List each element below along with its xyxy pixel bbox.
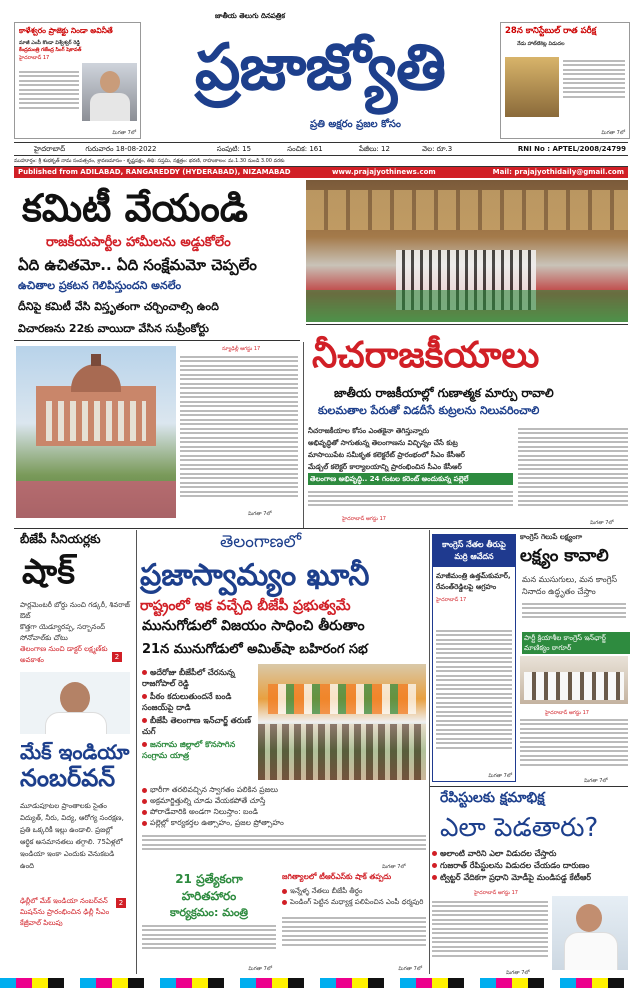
- congress-meeting-photo: [520, 656, 628, 704]
- lead-sub4: విచారణను 22కు వాయిదా వేసిన సుప్రీంకోర్టు: [18, 322, 209, 335]
- democracy-sub2: మునుగోడులో విజయం సాధించి తీరుతాం: [142, 618, 365, 634]
- laxman-photo: [20, 672, 130, 734]
- left-promo-photo: [82, 63, 137, 121]
- publication-bar: [14, 167, 628, 178]
- democracy-bullets: [142, 667, 254, 761]
- remission-dateline: హైదరాబాద్ ఆగస్టు 17: [474, 890, 518, 896]
- right-dateline: హైదరాబాద్‌ ఆగస్టు 17: [342, 516, 386, 522]
- right-promo-sub: నేడు హాల్‌టికెట్ల విడుదల: [517, 41, 565, 47]
- remission-kicker: రేపిస్టులకు క్షమాభిక్ష: [440, 790, 545, 806]
- democracy-bullet-5: భారీగా తరలివచ్చిన స్వాగతం పలికిన ప్రజలు: [150, 785, 278, 794]
- bullet-icon: [142, 670, 147, 675]
- haritha-line3: కార్యక్రమం: మంత్రి: [169, 906, 249, 919]
- remission-bullet-1: అలాంటి వారిని ఎలా విడుదల చేస్తారు: [440, 849, 557, 858]
- congress-box-title: కాంగ్రెస్ నేతల తీరుపై మర్రి ఆవేదన: [433, 535, 515, 567]
- lead-sub1: ఏది ఉచితమో.. ఏది సంక్షేమమో చెప్పలేం: [18, 256, 257, 274]
- rally-photo: [258, 664, 426, 780]
- jagtial-body: [282, 914, 426, 962]
- lead-body-text: [180, 353, 298, 513]
- website-link[interactable]: www.prajajyothinews.com: [332, 168, 436, 176]
- bjp-page-badge[interactable]: 2: [112, 652, 122, 662]
- left-promo-dateline: హైదరాబాద్‌ 17: [19, 55, 50, 61]
- column-rule: [136, 530, 137, 974]
- lakshyam-sub2: నినాదం ఉద్ధృతం చేస్తాం: [522, 587, 596, 596]
- jagtial-bullet-2: పెండింగ్ పెట్టిన మధ్యాక్త పలిపించిన ఎంపీ ధర్మపురి: [290, 898, 424, 906]
- rule: [14, 340, 300, 341]
- lakshyam-quote: పార్టీ క్రియాశీల కాంగ్రెస్ ఇన్‌ఛార్జ్ మాణిక్యం ఠాగూర్: [522, 632, 630, 654]
- jagtial-title: జగిత్యాలలో టీఆర్ఎస్‌కు షాక్ తప్పదు: [282, 872, 392, 881]
- remission-body: [432, 898, 548, 970]
- masthead-left-promo[interactable]: [14, 22, 141, 139]
- dateline-price: వెల: రూ.3: [422, 145, 453, 153]
- democracy-body-text: [142, 832, 426, 862]
- right-body-right: [518, 425, 628, 520]
- right-bullet-1: నీచరాజకీయాల కోసం ఎంతకైనా తెగిస్తున్నారు: [308, 427, 430, 435]
- masthead-tagline: జాతీయ తెలుగు దినపత్రిక: [215, 12, 285, 20]
- congress-box[interactable]: [432, 534, 516, 782]
- democracy-bullet-4: జనగామ జిల్లాలో కొనసాగిన సంగ్రామ యాత్ర: [142, 740, 236, 760]
- bullet-icon: [142, 799, 147, 804]
- bullet-icon: [432, 851, 437, 856]
- bullet-icon: [282, 889, 287, 894]
- right-bullet-4: మేడ్చల్ కలెక్టర్ కార్యాలయాన్ని ప్రారంభించిన సీఎం కేసీఆర్: [308, 463, 462, 471]
- congress-box-footer[interactable]: మిగతా 7లో: [488, 772, 512, 779]
- haritha-body: [142, 922, 276, 962]
- make-india-body: మూడుపూటల ప్రాంతాలకు సైతం విద్యుత్, నీరు, విద్య, ఆరోగ్య సంరక్షణ, ప్రతి ఒక్కరికీ ఇల్లు ఉండాలి. ప్రజల్లో ఆర్థిక అసమానతలు తగ్గాలి. 75ఏళ్లలో ఇండియా ఇంకా ఎందుకు వెనుకబడి ఉంది: [20, 802, 124, 870]
- email-link[interactable]: Mail: prajajyothidaily@gmail.com: [492, 168, 624, 176]
- democracy-bullet-7: పోరాడేవారికి అండగా నిలుస్తాం: బండి: [150, 807, 258, 816]
- published-from: Published from ADILABAD, RANGAREDDY (HYDERABAD), NIZAMABAD: [18, 168, 291, 176]
- democracy-bullet-2: పీఠం కదులుతుందనే బండి సంజయ్‌పై దాడి: [142, 692, 232, 712]
- lakshyam-body: [522, 600, 626, 630]
- bjp-kicker: బీజేపీ సీనియర్లకు: [20, 532, 101, 546]
- color-registration-bar: [0, 978, 640, 988]
- bullet-icon: [142, 718, 147, 723]
- remission-bullet-3: ట్విట్టర్ వేదికగా ప్రధాని మోడీపై మండిపడ్డ కేటీఆర్: [440, 873, 592, 882]
- bjp-body-2: కొత్తగా యెడ్యూరప్ప, సర్బానంద్ సోనోవాల్‌కు చోటు: [20, 623, 106, 642]
- make-india-page-badge[interactable]: 2: [116, 898, 126, 908]
- left-promo-sub1: మాజీ ఎంపీ కొండా విశ్వేశ్వర్ రెడ్డి: [19, 40, 80, 46]
- congress-box-dateline: హైదరాబాద్‌ 17: [436, 597, 467, 603]
- dateline-city: హైదరాబాద్: [34, 145, 66, 153]
- bullet-icon: [142, 810, 147, 815]
- left-promo-title: కాళేశ్వరం ప్రాజెక్టు నిండా అవినీతే: [19, 26, 113, 35]
- haritha-line2: హరితహారం: [181, 889, 237, 903]
- lead-kicker: రాజకీయపార్టీల హామీలను అడ్డుకోలేం: [46, 235, 231, 250]
- lead-sub3: దీనిపై కమిటీ వేసి విస్తృతంగా చర్చించాల్సి ఉంది: [18, 300, 219, 313]
- lakshyam-dateline: హైదరాబాద్ ఆగస్టు 17: [545, 710, 589, 716]
- lakshyam-kicker: కాంగ్రెస్ గెలుపే లక్ష్యంగా: [520, 533, 583, 541]
- right-headline[interactable]: నీచరాజకీయాలు: [312, 335, 540, 376]
- democracy-kicker: తెలంగాణలో: [220, 532, 302, 552]
- left-promo-footer[interactable]: మిగతా 7లో: [112, 129, 136, 136]
- democracy-footer[interactable]: మిగతా 7లో: [382, 864, 406, 870]
- right-sub2: కులమతాల పేరుతో విడదీసే కుట్రలను నిలువరించాలి: [318, 404, 540, 417]
- dateline-rni: RNI No : APTEL/2008/24799: [517, 145, 626, 153]
- bullet-icon: [432, 875, 437, 880]
- right-body-left: [308, 488, 513, 518]
- remission-bullet-2: గుజరాత్ రేపిస్టులను విడుదల చేయడం దారుణం: [440, 861, 590, 870]
- democracy-headline[interactable]: ప్రజాస్వామ్యం ఖూనీ: [140, 558, 370, 593]
- democracy-bullet-1: అదేరోజు బీజేపీలో చేరనున్న రాజగోపాల్ రెడ్డి: [142, 668, 235, 688]
- supreme-court-photo: [16, 346, 176, 518]
- rule: [14, 528, 628, 529]
- masthead-logo[interactable]: ప్రజాజ్యోతి: [194, 31, 446, 105]
- make-india-quote: ఢిల్లీలో మేక్ ఇండియా నంబర్‌వన్ మిషన్‌ను ప్రారంభించిన ఢిల్లీ సీఎం కేజ్రీవాల్ పిలుపు: [20, 897, 110, 927]
- masthead-motto: ప్రతి అక్షరం ప్రజల కోసం: [310, 119, 401, 130]
- column-rule: [429, 530, 430, 974]
- remission-bullets: [432, 848, 628, 884]
- bullet-icon: [142, 821, 147, 826]
- democracy-sub1: రాష్ట్రంలో ఇక వచ్చేది బీజేపీ ప్రభుత్వమే: [140, 598, 351, 614]
- democracy-bullet-8: పల్లెల్లో కార్యకర్తల ఉత్సాహం, ప్రజల ప్రోత్సాహం: [150, 818, 284, 827]
- haritha-box[interactable]: [142, 872, 276, 972]
- democracy-lower-bullets: [142, 784, 426, 828]
- right-promo-footer[interactable]: మిగతా 7లో: [601, 129, 625, 136]
- bullet-icon: [282, 900, 287, 905]
- lead-headline[interactable]: కమిటీ వేయండి: [22, 186, 248, 230]
- right-promo-photo: [505, 57, 559, 117]
- left-promo-text: [19, 68, 79, 123]
- right-promo-title: 28న కానిస్టేబుల్ రాత పరీక్ష: [505, 26, 597, 36]
- lead-dateline: న్యూఢిల్లీ ఆగస్టు 17: [222, 346, 261, 352]
- remission-headline[interactable]: ఎలా పెడతారు?: [440, 813, 599, 843]
- democracy-sub3: 21న మునుగోడులో అమిత్‌షా బహిరంగ సభ: [142, 642, 368, 657]
- bullet-icon: [142, 694, 147, 699]
- bjp-headline[interactable]: షాక్: [22, 552, 76, 592]
- jagtial-footer[interactable]: మిగతా 7లో: [398, 965, 422, 972]
- bullet-icon: [432, 863, 437, 868]
- left-promo-sub2: కేంద్రమంత్రి గజేంద్ర సింగ్ షెకావత్: [19, 46, 82, 53]
- right-promo-text: [563, 57, 625, 117]
- bullet-icon: [142, 742, 147, 747]
- congress-box-text: [436, 627, 512, 767]
- bjp-body-3: తెలంగాణ నుంచి డాక్టర్ లక్ష్మణ్‌కు అవకాశం: [20, 645, 108, 664]
- haritha-footer[interactable]: మిగతా 7లో: [248, 965, 272, 972]
- lead-sub2: ఉచితాల ప్రకటన గెలిపిస్తుందని అనలేం: [18, 279, 182, 292]
- editions-line: ముహూర్తం: శ్రీ శుభకృత్ నామ సంవత్సరం, శ్రావణమాసం - కృష్ణపక్షం, తిథి: సప్తమి, నక్షత్రం: భరణి, రాహుకాలం: మ.1.30 నుండి 3.00 వరకు: [14, 155, 628, 167]
- dateline-volume: సంపుటి: 15: [216, 145, 252, 153]
- right-bullets: [308, 425, 513, 485]
- right-footer[interactable]: మిగతా 7లో: [590, 520, 614, 526]
- make-india-headline1[interactable]: మేక్ ఇండియా: [20, 740, 130, 764]
- lead-footer[interactable]: మిగతా 7లో: [248, 511, 272, 517]
- dateline-bar: [14, 142, 628, 155]
- ktr-photo: [552, 896, 628, 970]
- rule: [430, 786, 628, 787]
- haritha-line1: 21 ప్రత్యేకంగా: [175, 872, 243, 886]
- cm-inauguration-photo: [306, 180, 628, 322]
- bjp-body-1: పార్లమెంటరీ బోర్డు నుంచి గడ్కరీ, శివరాజ్ ఔట్: [20, 601, 130, 620]
- right-sub1: జాతీయ రాజకీయాల్లో గుణాత్మక మార్పు రావాలి: [334, 386, 554, 400]
- remission-footer[interactable]: మిగతా 7లో: [506, 970, 530, 976]
- lakshyam-footer[interactable]: మిగతా 7లో: [584, 778, 608, 784]
- lakshyam-headline[interactable]: లక్ష్యం కావాలి: [520, 546, 609, 566]
- congress-box-body: మాజీమంత్రి ఉత్తమ్‌కుమార్, రేవంత్‌రెడ్డిలపై ఆగ్రహం: [436, 572, 511, 591]
- jagtial-bullet-1: ఇన్నేళ్ళ నేతలు బీజేపీ తీర్థం: [290, 887, 363, 895]
- right-bullet-5: తెలంగాణ అభివృద్ధి.. 24 గంటల కరెంట్ అందుకున్న పల్లెలే: [308, 473, 513, 485]
- dateline-issue: సంచిక: 161: [287, 145, 323, 153]
- column-rule: [303, 342, 304, 528]
- rule: [306, 324, 628, 325]
- make-india-headline2[interactable]: నంబర్‌వన్: [20, 764, 116, 792]
- lakshyam-body-2: [520, 716, 628, 776]
- lakshyam-sub1: మన ముసుగులు, మన కాంగ్రెస్: [522, 575, 618, 584]
- bullet-icon: [142, 788, 147, 793]
- right-bullet-2: అభివృద్ధితో సాగుతున్న తెలంగాణను విచ్ఛిన్నం చేసే కుట్ర: [308, 439, 458, 447]
- democracy-bullet-3: బీజేపీ తెలంగాణ ఇన్‌చార్జ్ తరుణ్ చుగ్: [142, 716, 252, 736]
- jagtial-box[interactable]: [282, 872, 426, 972]
- dateline-pages: పేజీలు: 12: [358, 145, 390, 153]
- right-bullet-3: మాసాయిపేట సమీకృత కలెక్టరేట్ ప్రారంభంలో సీఎం కేసీఆర్: [308, 451, 465, 459]
- dateline-date: గురువారం 18-08-2022: [85, 145, 157, 153]
- masthead-right-promo[interactable]: [500, 22, 630, 139]
- democracy-bullet-6: అక్రమార్జిత్తుల్ని చూడు వేయకపోతే చూస్తే: [150, 796, 266, 805]
